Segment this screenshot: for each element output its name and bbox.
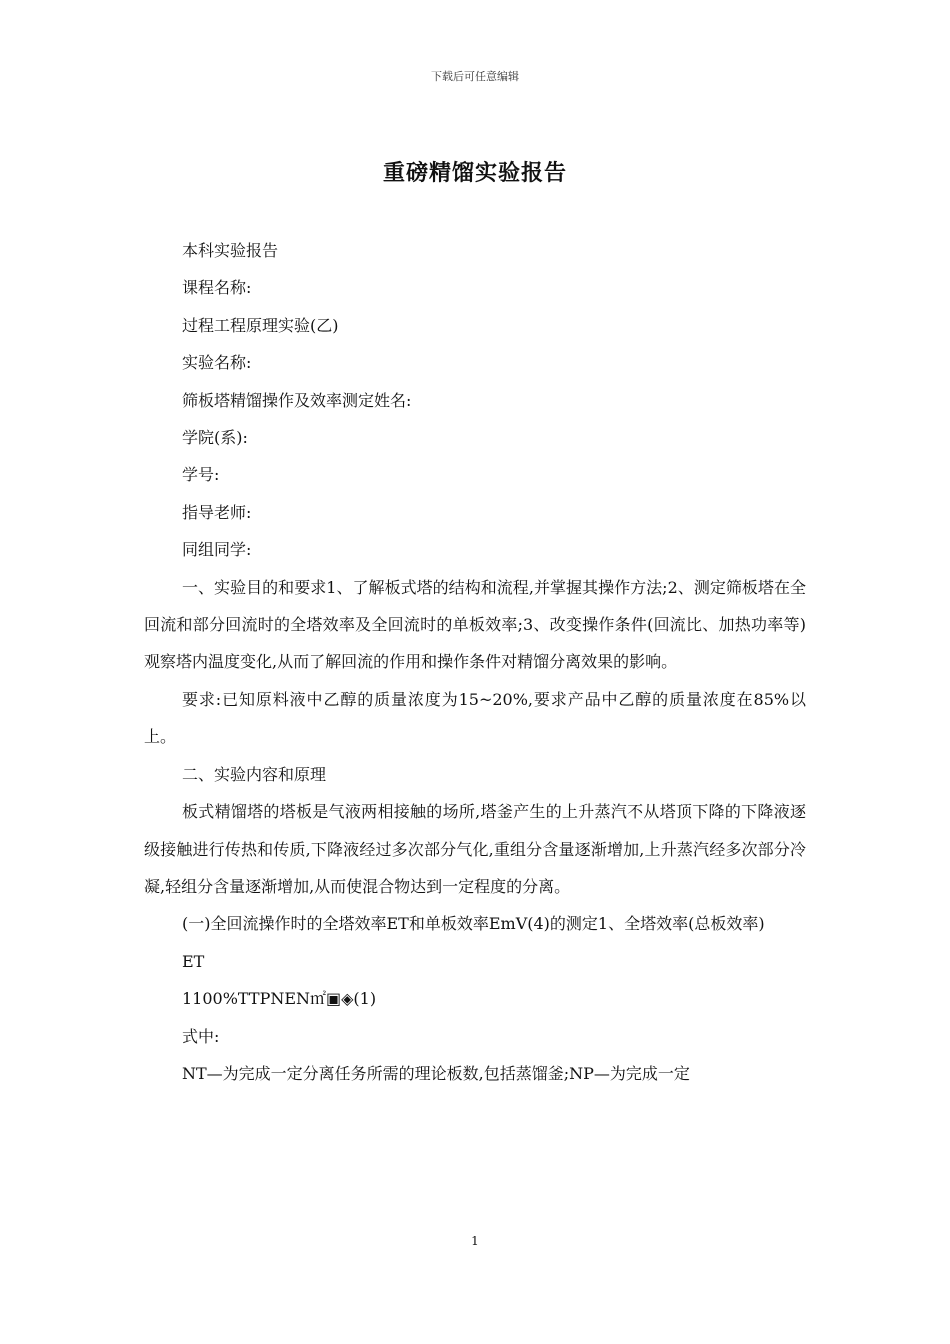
document-body — [144, 232, 806, 1092]
paragraph: 筛板塔精馏操作及效率测定姓名: — [182, 390, 412, 410]
paragraph: 同组同学: — [182, 540, 252, 560]
paragraph: 本科实验报告 — [182, 241, 279, 260]
paragraph: 课程名称: — [182, 278, 252, 298]
paragraph: (一)全回流操作时的全塔效率ET和单板效率EmV(4)的测定1、全塔效率(总板效率) — [182, 914, 765, 934]
paragraph: NT—为完成一定分离任务所需的理论板数,包括蒸馏釜;NP—为完成一定 — [182, 1063, 690, 1083]
paragraph: 一、实验目的和要求1、了解板式塔的结构和流程,并掌握其操作方法;2、测定筛板塔在全回流和部分回流时的全塔效率及全回流时的单板效率;3、改变操作条件(回流比、加热功率等)观察塔内温度变化,从而了解回流的作用和操作条件对精馏分离效果的影响。 — [144, 577, 806, 672]
paragraph: 二、实验内容和原理 — [182, 764, 327, 784]
formula: 1100%TTPNEN㎡▣◈(1) — [182, 989, 377, 1009]
paragraph: 实验名称: — [182, 353, 252, 373]
document-title: 重磅精馏实验报告 — [382, 160, 567, 186]
paragraph: 要求:已知原料液中乙醇的质量浓度为15~20%,要求产品中乙醇的质量浓度在85%以上。 — [144, 689, 806, 747]
paragraph: 学号: — [182, 465, 220, 485]
paragraph: 学院(系): — [182, 428, 248, 448]
paragraph: 板式精馏塔的塔板是气液两相接触的场所,塔釜产生的上升蒸汽不从塔顶下降的下降液逐级接触进行传热和传质,下降液经过多次部分气化,重组分含量逐渐增加,上升蒸汽经多次部分冷凝,轻组分含量逐渐增加,从而使混合物达到一定程度的分离。 — [144, 802, 806, 896]
page-number: 1 — [471, 1234, 479, 1248]
paragraph: 式中: — [182, 1026, 220, 1046]
paragraph: 过程工程原理实验(乙) — [182, 315, 339, 335]
formula-label: ET — [182, 951, 205, 971]
header-note: 下载后可任意编辑 — [431, 70, 519, 83]
paragraph: 指导老师: — [182, 502, 252, 522]
